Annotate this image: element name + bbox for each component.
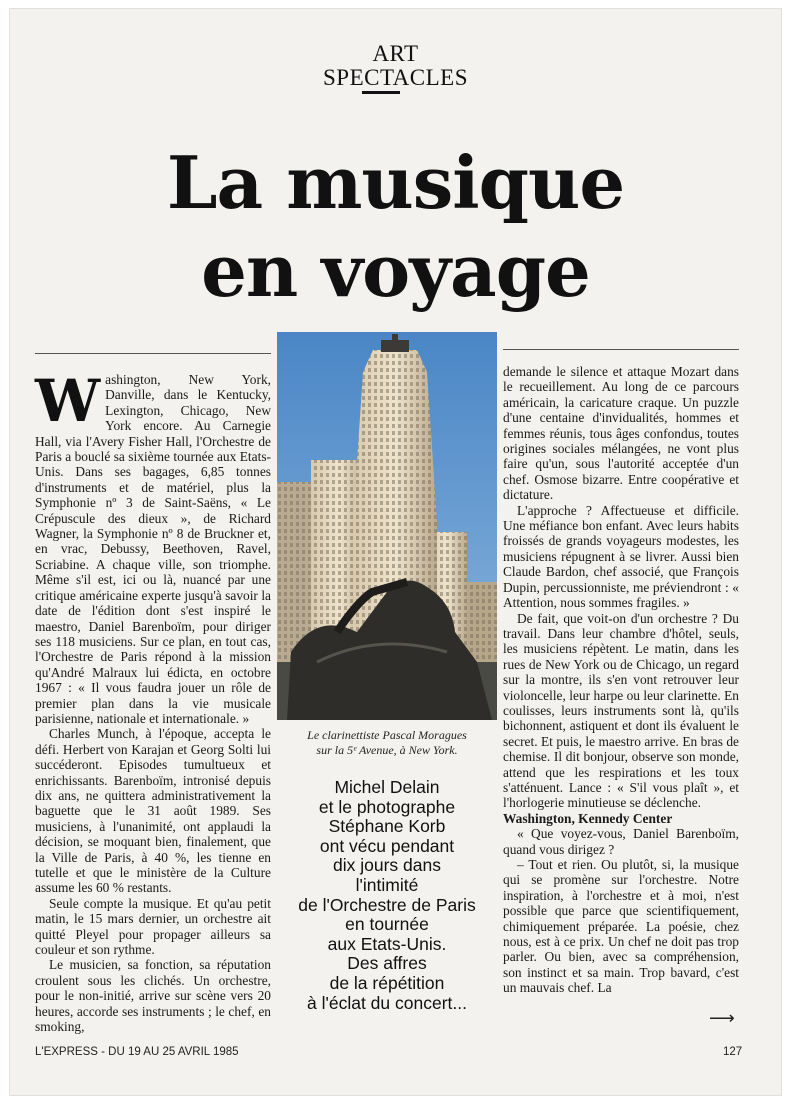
photo-rockefeller-center xyxy=(277,332,497,720)
article-column-1 xyxy=(35,367,271,1035)
headline-line-1: La musique xyxy=(166,140,625,225)
article-subhead: Washington, Kennedy Center xyxy=(503,810,673,826)
intro-line: ont vécu pendant xyxy=(319,835,455,856)
intro-line: Stéphane Korb xyxy=(328,816,446,837)
article-paragraph: L'approche ? Affectueuse et difficile. Une méfiance bon enfant. Avec leurs habits froissés de grands voyageurs modestes, les musiciens répugnent à se livrer. Aussi bien Claude Bardon, chef associé, que François Dupin, percussionniste, me préviendront : « Attention, nous sommes fragiles. » xyxy=(503,502,739,611)
article-paragraph: demande le silence et attaque Mozart dans le recueillement. Au long de ce parcours américain, la caricature craque. Un puzzle d'une centaine d'invidualités, hommes et femmes réunis, tous âges confondus, toutes origines sociales mélangées, ne vont plus faire qu'un, sous l'autorité acceptée d'un chef. Osmose bizarre. Entre coopérative et dictature. xyxy=(503,364,739,503)
intro-line: et le photographe xyxy=(318,796,456,817)
article-paragraph: – Tout et rien. Ou plutôt, si, la musique qui se promène sur l'orchestre. Notre inspiration, à l'orchestre et à moi, n'est possible que parce que scientifiquement, chimiquement préparée. La poésie, chez nous, est à ce prix. Un chef ne doit pas trop parler. Ou bien, avec sa compréhension, son instinct et sa main. Trop bavard, c'est un mauvais chef. La xyxy=(503,857,739,996)
headline-line-2: en voyage xyxy=(201,228,590,313)
caption-line-1: Le clarinettiste Pascal Moragues xyxy=(307,728,467,742)
article-paragraph: Le musicien, sa fonction, sa réputation croulent sous les clichés. Un orchestre, pour le non-initié, arrive sur scène vers 20 heures, accorde ses instruments ; le chef, en smoking, xyxy=(35,957,271,1035)
article-paragraph: Charles Munch, à l'époque, accepta le défi. Herbert von Karajan et Georg Solti lui succéderont. Episodes tumultueux et enrichissants. Barenboïm, intronisé depuis dix ans, ne quittera administrativement la baguette que le 31 août 1989. Ses musiciens, à l'unanimité, ont applaudi la décision, se moquant bien, finalement, que la Ville de Paris, à 40 %, les tienne en tutelle et que le ministère de la Culture assume les 60 % restants. xyxy=(35,726,271,896)
rule-right xyxy=(503,349,739,350)
section-label-spectacles: SPECTACLES xyxy=(322,65,469,90)
intro-line: de la répétition xyxy=(329,972,445,993)
drop-cap: W xyxy=(35,367,101,435)
footer-publication: L'EXPRESS - DU 19 AU 25 AVRIL 1985 xyxy=(35,1046,239,1058)
article-paragraph: Washington, New York, Danville, dans le Kentucky, Lexington, Chicago, New York encore. Au Carnegie Hall, via l'Avery Fisher Hall, l'Orchestre de Paris a bouclé sa sixième tournée aux Etats-Unis. Dans ses bagages, 6,85 tonnes d'instruments et de matériel, plus la Symphonie nº 3 de Saint-Saëns, « Le Crépuscule des dieux », de Richard Wagner, la Symphonie nº 8 de Bruckner et, en vrac, Debussy, Beethoven, Ravel, Scriabine. A chaque ville, son triomphe. Même s'il est, ici ou là, nuancé par une critique américaine experte jusqu'à savoir la date de l'édition dont s'est inspiré le maestro, Daniel Barenboïm, pour diriger ses 118 musiciens. Sur ce plan, en tout cas, l'Orchestre de Paris répond à la mission qu'André Malraux lui édicta, en octobre 1967 : « Il vous faudra jouer un rôle de premier plan dans la vie musicale parisienne, nationale et internationale. » xyxy=(35,367,271,726)
section-label-art: ART xyxy=(372,41,419,66)
intro-line: en tournée xyxy=(345,914,429,935)
article-paragraph: De fait, que voit-on d'un orchestre ? Du travail. Dans leur chambre d'hôtel, seuls, les musiciens répètent. Le matin, dans les rues de New York ou de Chicago, un regard sur la montre, ils s'en vont retrouver leur violoncelle, leur harpe ou leur clarinette. En coulisses, leurs instruments sont là, qu'ils bichonnent, astiquent et dont ils évaluent le secret. Et puis, le maestro arrive. En bras de chemise. Il dit bonjour, observe son monde, attend que les respirations et les toux s'atténuent. Lance : « S'il vous plaît », et l'horlogerie minutieuse se déclenche. xyxy=(503,610,739,811)
caption-line-2: sur la 5ᵉ Avenue, à New York. xyxy=(316,743,458,757)
section-underline xyxy=(362,91,400,94)
rule-left xyxy=(35,353,271,354)
intro-line: dix jours dans xyxy=(333,855,441,876)
intro-standfirst xyxy=(277,778,497,1013)
intro-line: l'intimité xyxy=(355,874,419,895)
article-paragraph: Seule compte la musique. Et qu'au petit matin, le 15 mars dernier, un orchestre ait quitté Pleyel pour propager ailleurs sa couleur et son rythme. xyxy=(35,895,271,958)
article-paragraph: « Que voyez-vous, Daniel Barenboïm, quand vous dirigez ? xyxy=(503,826,739,857)
intro-line: de l'Orchestre de Paris xyxy=(298,894,476,915)
intro-line: Michel Delain xyxy=(334,777,440,797)
magazine-page xyxy=(9,8,782,1096)
intro-line: Des affres xyxy=(347,953,427,974)
photo-caption xyxy=(277,728,497,758)
article-column-2 xyxy=(503,364,739,1004)
continue-arrow: ⟶ xyxy=(709,1008,735,1028)
page-number: 127 xyxy=(723,1046,743,1058)
intro-line: à l'éclat du concert... xyxy=(307,992,467,1013)
intro-line: aux Etats-Unis. xyxy=(327,933,447,954)
